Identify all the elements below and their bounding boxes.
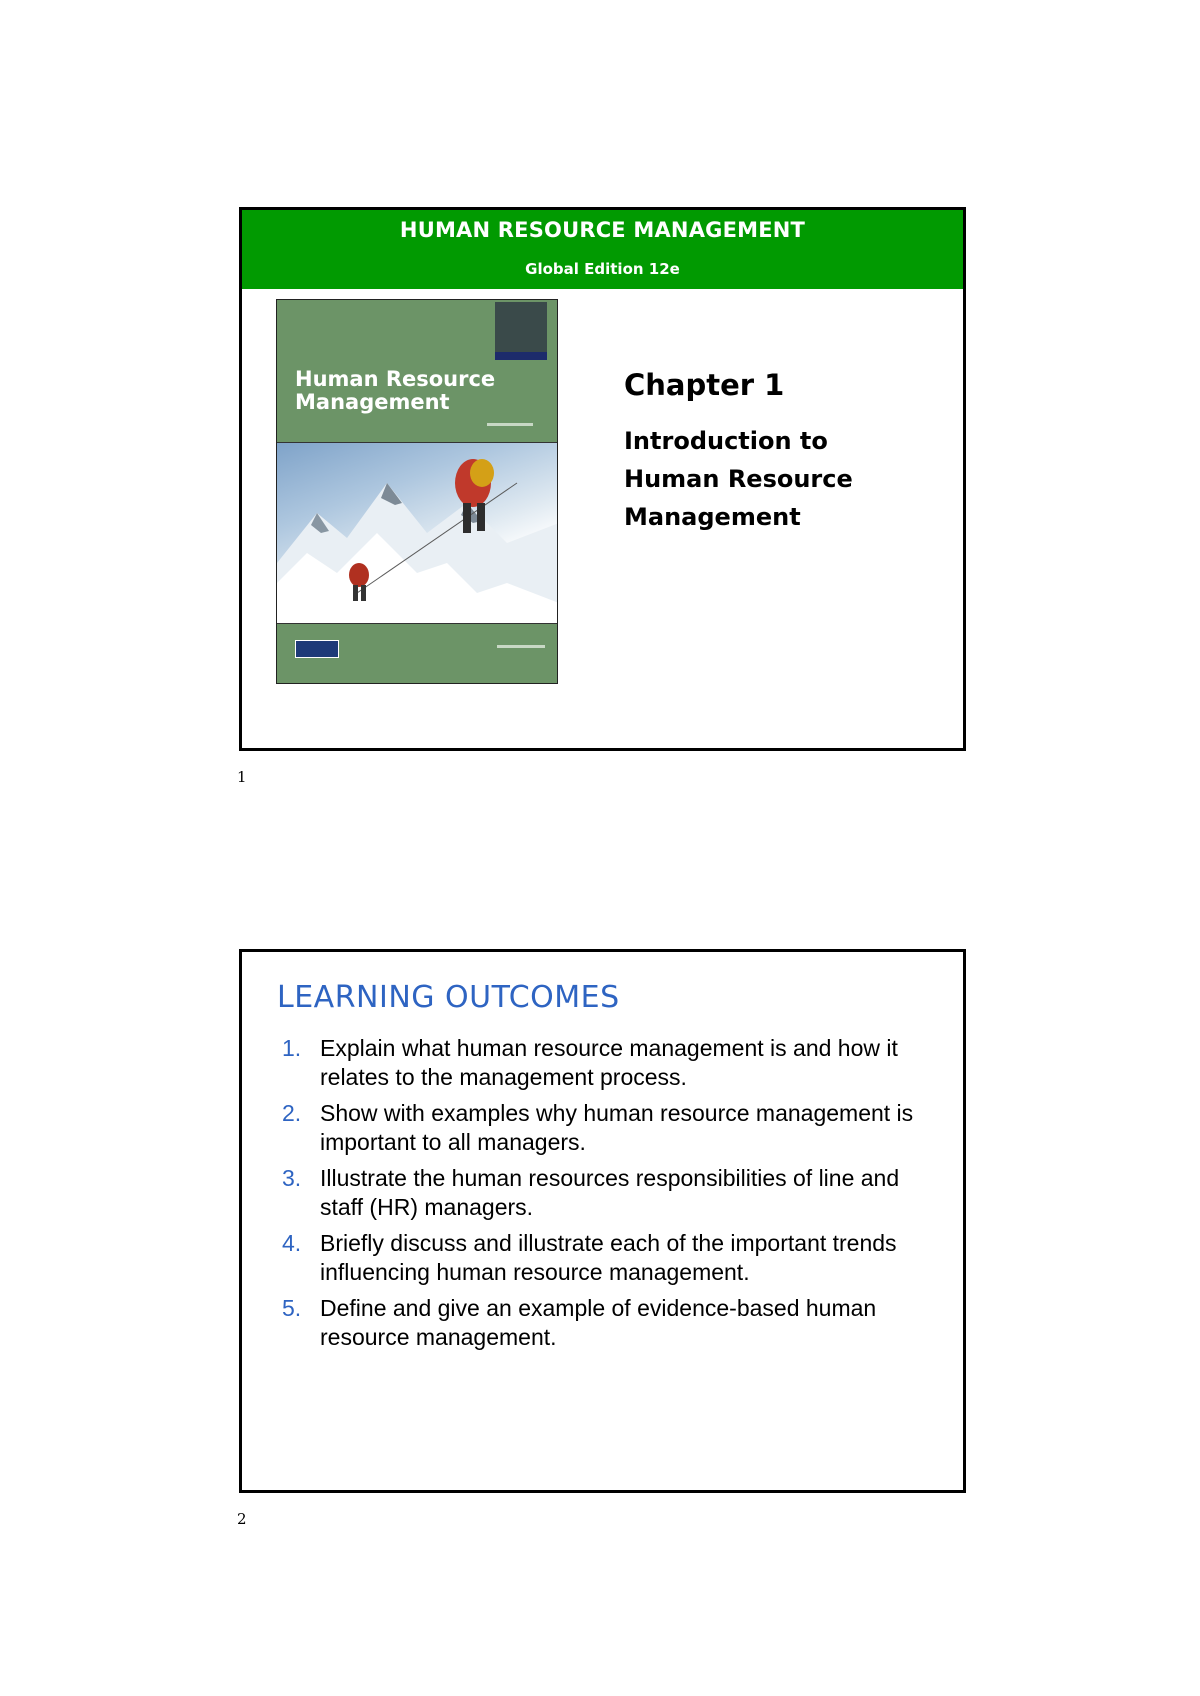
slide-1 (239, 207, 966, 751)
chapter-title: Chapter 1 (624, 368, 785, 402)
list-item-number: 1. (282, 1035, 302, 1061)
book-cover-title-line-1: Human Resource (295, 367, 496, 391)
pearson-logo (295, 640, 339, 658)
mountain-scene-icon (277, 443, 558, 623)
list-item-number: 3. (282, 1165, 302, 1191)
list-item-text: Show with examples why human resource management is important to all managers. (320, 1100, 914, 1155)
world-map-icon (495, 302, 547, 352)
list-item-text: Illustrate the human resources responsibilities of line and staff (HR) managers. (320, 1165, 900, 1220)
list-item-number: 2. (282, 1100, 302, 1126)
chapter-subtitle-line-3: Management (624, 503, 801, 531)
list-item (282, 1294, 942, 1352)
header-title: HUMAN RESOURCE MANAGEMENT (399, 218, 806, 242)
list-item (282, 1229, 942, 1287)
mountain-climbers-photo (277, 442, 557, 624)
slide-2 (239, 949, 966, 1493)
learning-outcomes-title: LEARNING OUTCOMES (277, 980, 620, 1015)
list-item-number: 4. (282, 1230, 302, 1256)
list-item-text: Explain what human resource management is and how it relates to the management process. (320, 1035, 898, 1090)
list-item-text: Briefly discuss and illustrate each of the important trends influencing human resource management. (320, 1230, 897, 1285)
book-cover-title-line-2: Management (295, 390, 450, 414)
list-item-number: 5. (282, 1295, 302, 1321)
list-item (282, 1034, 942, 1092)
slide-header-band (242, 210, 963, 289)
slide-number: 1 (237, 768, 247, 786)
list-item (282, 1099, 942, 1157)
book-cover-image (276, 299, 558, 684)
header-subtitle: Global Edition 12e (525, 260, 680, 278)
edition-text-mark (487, 423, 533, 426)
slide-number: 2 (237, 1510, 247, 1528)
list-item (282, 1164, 942, 1222)
edition-label-strip (495, 352, 547, 360)
author-text-mark (497, 645, 545, 648)
learning-outcomes-list (282, 1034, 942, 1359)
chapter-subtitle-line-2: Human Resource (624, 465, 853, 493)
chapter-subtitle-line-1: Introduction to (624, 427, 828, 455)
book-cover-title (295, 368, 495, 414)
list-item-text: Define and give an example of evidence-based human resource management. (320, 1295, 877, 1350)
chapter-heading-block (624, 368, 853, 536)
